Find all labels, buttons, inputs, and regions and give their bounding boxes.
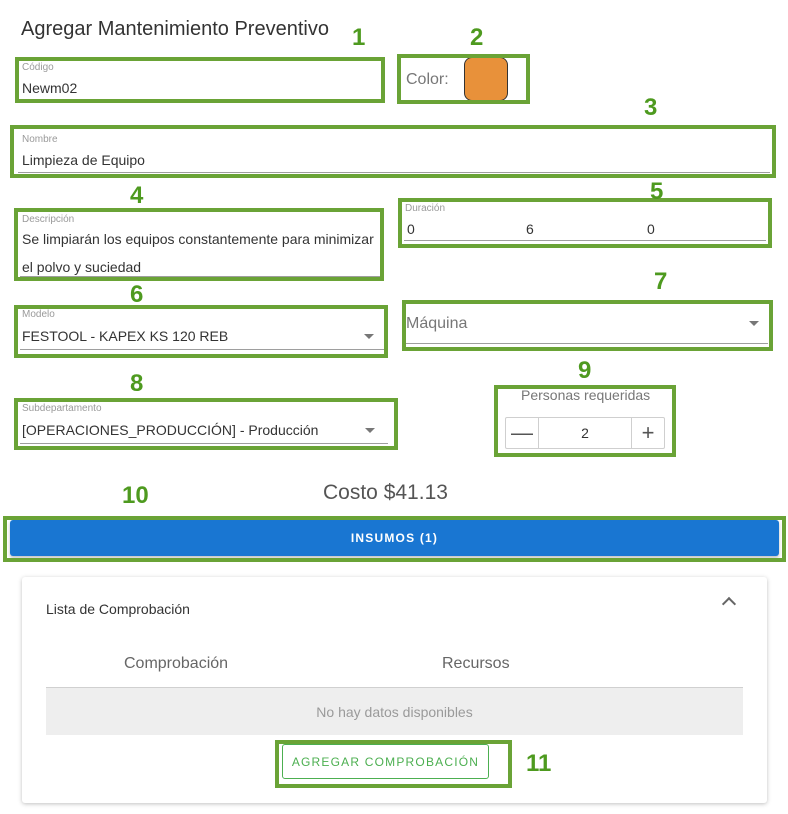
annotation-box-1 (15, 57, 385, 103)
codigo-label: Código (22, 62, 54, 73)
annotation-box-4 (14, 208, 384, 281)
descripcion-line-2[interactable]: el polvo y suciedad (22, 259, 142, 275)
plus-icon[interactable]: + (641, 420, 655, 445)
annotation-number-7: 7 (654, 268, 668, 295)
duracion-label: Duración (405, 203, 446, 214)
annotation-box-2 (397, 54, 530, 104)
page-title: Agregar Mantenimiento Preventivo (21, 18, 329, 40)
annotation-number-11: 11 (526, 750, 552, 777)
nombre-label: Nombre (22, 134, 58, 145)
personas-input[interactable]: 2 (538, 418, 632, 448)
subdepartamento-label: Subdepartamento (22, 403, 102, 414)
annotation-box-7 (402, 300, 773, 351)
annotation-number-6: 6 (130, 281, 144, 308)
duracion-days[interactable]: 0 (407, 221, 415, 237)
modelo-select-value[interactable]: FESTOOL - KAPEX KS 120 REB (22, 328, 229, 344)
annotation-number-8: 8 (130, 370, 144, 397)
checklist-title[interactable]: Lista de Comprobación (46, 601, 190, 617)
column-header-comprobacion[interactable]: Comprobación (124, 655, 229, 672)
annotation-box-9 (494, 385, 676, 457)
color-label: Color: (406, 71, 449, 88)
costo-text: Costo $41.13 (323, 481, 448, 504)
maquina-select[interactable]: Máquina (406, 315, 468, 332)
empty-table-message: No hay datos disponibles (46, 688, 743, 735)
annotation-number-1: 1 (352, 24, 366, 51)
annotation-box-10 (3, 516, 786, 562)
insumos-button[interactable]: INSUMOS (1) (10, 520, 779, 556)
annotation-number-4: 4 (130, 182, 144, 209)
annotation-box-6 (14, 305, 388, 358)
descripcion-label: Descripción (22, 214, 75, 225)
column-header-recursos[interactable]: Recursos (442, 655, 510, 672)
codigo-input[interactable]: Newm02 (22, 80, 78, 96)
subdepartamento-select-value[interactable]: [OPERACIONES_PRODUCCIÓN] - Producción (22, 422, 319, 438)
duracion-minutes[interactable]: 0 (647, 221, 655, 237)
annotation-number-10: 10 (122, 482, 149, 509)
annotation-box-5 (398, 198, 772, 248)
annotation-number-3: 3 (644, 94, 658, 121)
duracion-hours[interactable]: 6 (526, 221, 534, 237)
descripcion-line-1[interactable]: Se limpiarán los equipos constantemente para minimizar (22, 231, 374, 247)
annotation-number-2: 2 (470, 24, 484, 51)
modelo-label: Modelo (22, 309, 55, 320)
annotation-number-5: 5 (650, 178, 664, 205)
personas-label: Personas requeridas (521, 387, 651, 403)
chevron-up-icon[interactable] (722, 597, 736, 611)
nombre-input[interactable]: Limpieza de Equipo (22, 152, 145, 168)
minus-icon[interactable]: — (511, 420, 533, 445)
annotation-box-8 (14, 398, 398, 450)
annotation-box-3 (10, 125, 776, 178)
annotation-number-9: 9 (578, 357, 592, 384)
annotation-box-11 (275, 740, 512, 788)
agregar-comprobacion-button[interactable]: AGREGAR COMPROBACIÓN (282, 744, 489, 779)
